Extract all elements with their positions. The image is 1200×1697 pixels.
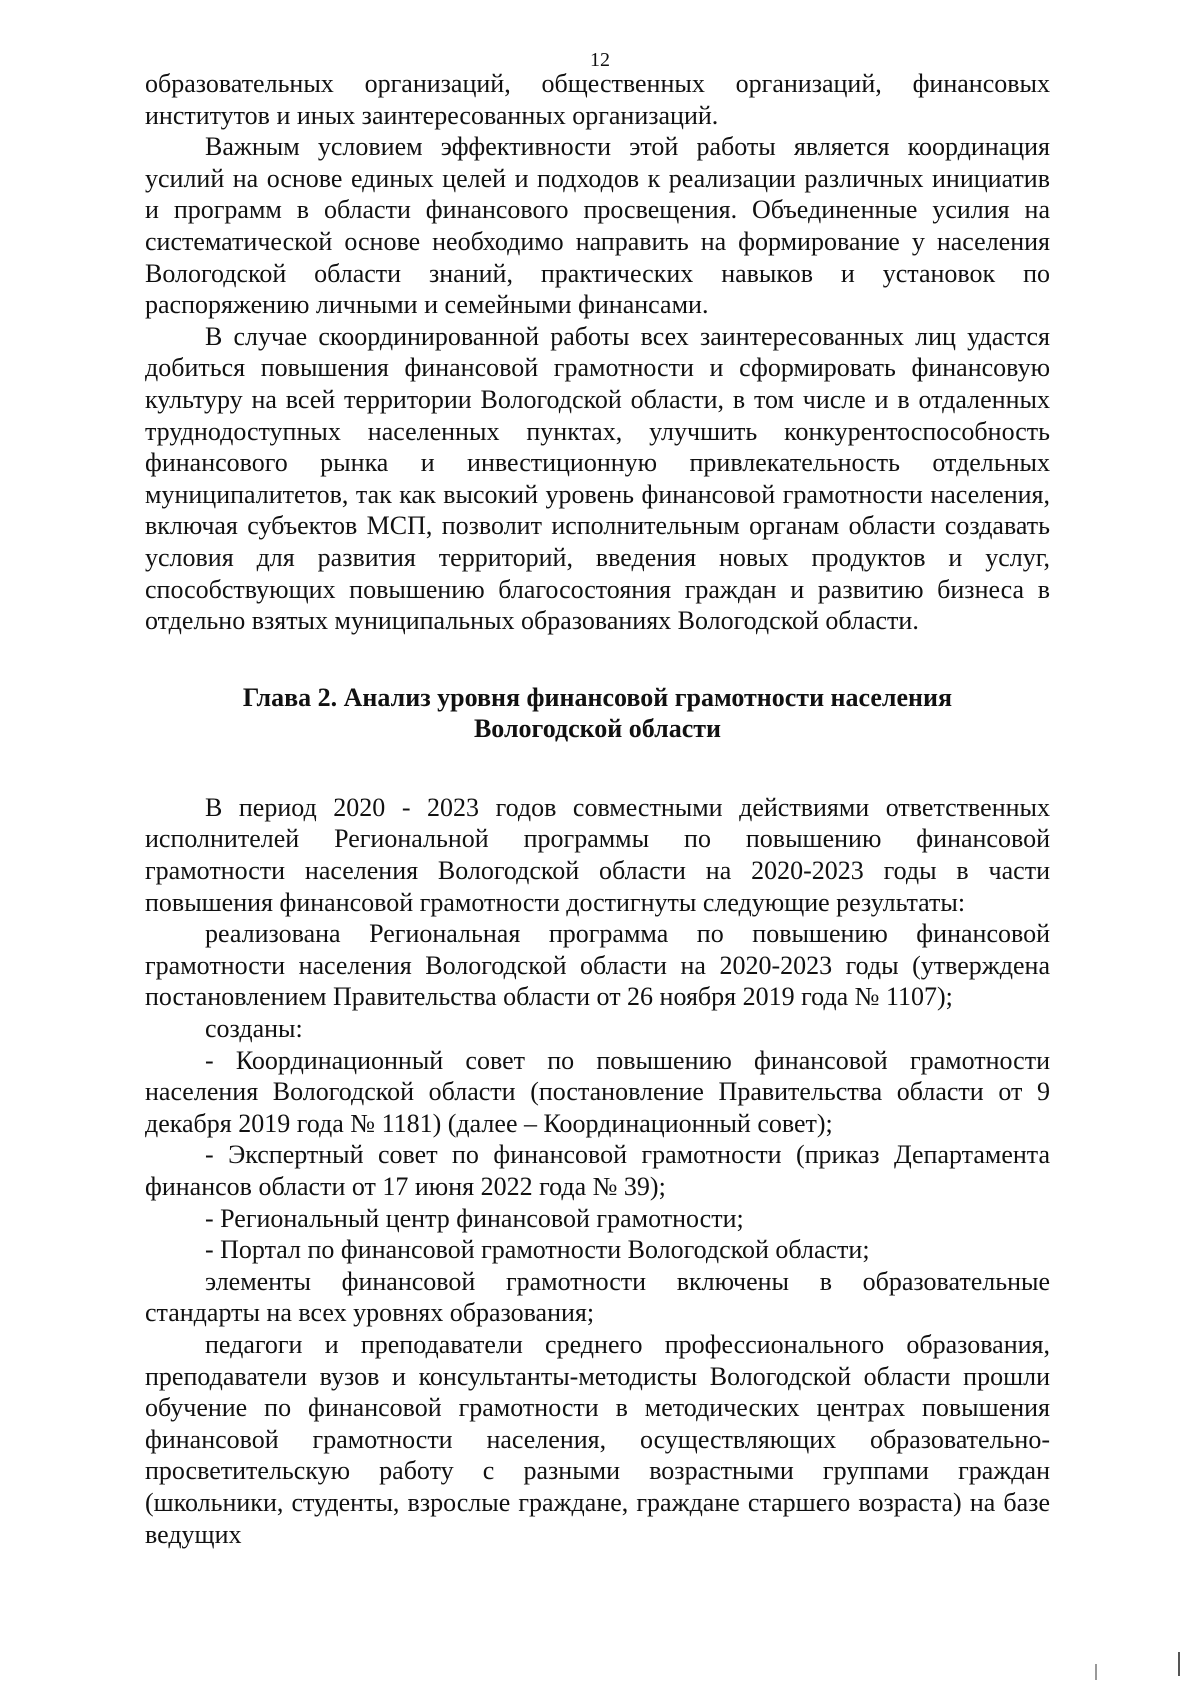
chapter-heading bbox=[145, 682, 1050, 745]
list-item: - Координационный совет по повышению финансовой грамотности населения Вологодской области (постановление Правительства области от 9 декабря 2019 года № 1181) (далее – Координационный совет); bbox=[145, 1045, 1050, 1138]
document-body bbox=[145, 68, 1050, 1550]
paragraph: В случае скоординированной работы всех заинтересованных лиц удастся добиться повышения финансовой грамотности и сформировать финансовую культуру на всей территории Вологодской области, в том числе и в отдаленных труднодоступных населенных пунктах, улучшить конкурентоспособность финансового рынка и инвестиционную привлекательность отдельных муниципалитетов, так как высокий уровень финансовой грамотности населения, включая субъектов МСП, позволит исполнительным органам области создавать условия для развития территорий, введения новых продуктов и услуг, способствующих повышению благосостояния граждан и развитию бизнеса в отдельно взятых муниципальных образованиях Вологодской области. bbox=[145, 321, 1050, 636]
page-number: 12 bbox=[590, 49, 610, 71]
list-item: - Экспертный совет по финансовой грамотности (приказ Департамента финансов области от 17 июня 2022 года № 39); bbox=[145, 1140, 1050, 1201]
chapter-heading-line: Вологодской области bbox=[473, 714, 722, 744]
paragraph: педагоги и преподаватели среднего профессионального образования, преподаватели вузов и консультанты-методисты Вологодской области прошли обучение по финансовой грамотности в методических центрах повышения финансовой грамотности населения, осуществляющих образовательно-просветительскую работу с разными возрастными группами граждан (школьники, студенты, взрослые граждане, граждане старшего возраста) на базе ведущих bbox=[145, 1329, 1050, 1549]
list-item: - Региональный центр финансовой грамотности; bbox=[205, 1203, 744, 1233]
chapter-heading-line: Глава 2. Анализ уровня финансовой грамотности населения bbox=[242, 682, 953, 712]
list-item: - Портал по финансовой грамотности Вологодской области; bbox=[205, 1235, 870, 1265]
scan-edge-mark bbox=[1095, 1664, 1097, 1680]
paragraph: реализована Региональная программа по повышению финансовой грамотности населения Вологодской области на 2020-2023 годы (утверждена постановлением Правительства области от 26 ноября 2019 года № 1107); bbox=[145, 919, 1050, 1012]
scan-edge-mark bbox=[1178, 1652, 1180, 1676]
paragraph: Важным условием эффективности этой работы является координация усилий на основе единых целей и подходов к реализации различных инициатив и программ в области финансового просвещения. Объединенные усилия на систематической основе необходимо направить на формирование у населения Вологодской области знаний, практических навыков и установок по распоряжению личными и семейными финансами. bbox=[145, 132, 1050, 320]
paragraph: образовательных организаций, общественных организаций, финансовых институтов и иных заинтересованных организаций. bbox=[145, 69, 1050, 130]
paragraph: элементы финансовой грамотности включены в образовательные стандарты на всех уровнях образования; bbox=[145, 1266, 1050, 1328]
paragraph: созданы: bbox=[205, 1014, 303, 1044]
paragraph: В период 2020 - 2023 годов совместными действиями ответственных исполнителей Региональной программы по повышению финансовой грамотности населения Вологодской области на 2020-2023 годы в части повышения финансовой грамотности достигнуты следующие результаты: bbox=[145, 792, 1050, 917]
